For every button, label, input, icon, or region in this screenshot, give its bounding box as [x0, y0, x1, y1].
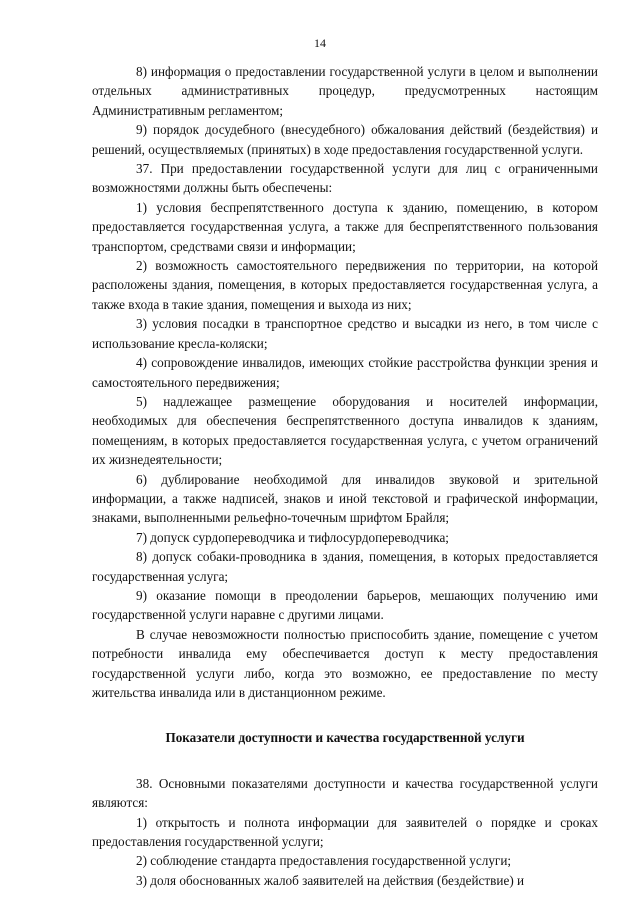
paragraph: 9) оказание помощи в преодолении барьеров, мешающих получению ими государственной услуги наравне с другими лицами. — [92, 587, 598, 623]
document-body — [92, 62, 598, 890]
paragraph: 3) условия посадки в транспортное средство и высадки из него, в том числе с использование кресла-коляски; — [92, 316, 598, 351]
paragraph: 8) информация о предоставлении государственной услуги в целом и выполнении отдельных административных процедур, предусмотренных настоящим Административным регламентом; — [92, 64, 598, 118]
paragraph: 3) доля обоснованных жалоб заявителей на действия (бездействие) и — [136, 872, 525, 888]
paragraph: 9) порядок досудебного (внесудебного) обжалования действий (бездействия) и решений, осуществляемых (принятых) в ходе предоставления государственной услуги. — [92, 122, 598, 157]
paragraph: 1) условия беспрепятственного доступа к зданию, помещению, в котором предоставляется государственная услуга, а также для беспрепятственного пользования транспортом, средствами связи и информации; — [92, 199, 598, 254]
paragraph: 6) дублирование необходимой для инвалидов звуковой и зрительной информации, а также надписей, знаков и иной текстовой и графической информации, знаками, выполненными рельефно-точечным шрифтом Брайля; — [92, 471, 598, 526]
paragraph: 8) допуск собаки-проводника в здания, помещения, в которых предоставляется государственная услуга; — [92, 549, 598, 584]
paragraph: 7) допуск сурдопереводчика и тифлосурдопереводчика; — [136, 529, 449, 545]
paragraph: В случае невозможности полностью приспособить здание, помещение с учетом потребности инвалида ему обеспечивается доступ к месту предоставления государственной услуги либо, когда это возможно, ее предоставление по месту жительства инвалида или в дистанционном режиме. — [92, 626, 598, 700]
page-number: 14 — [314, 36, 326, 50]
section-heading: Показатели доступности и качества государственной услуги — [165, 730, 525, 746]
paragraph: 4) сопровождение инвалидов, имеющих стойкие расстройства функции зрения и самостоятельного передвижения; — [92, 355, 598, 390]
paragraph: 1) открытость и полнота информации для заявителей о порядке и сроках предоставления государственной услуги; — [92, 814, 598, 850]
paragraph: 38. Основными показателями доступности и качества государственной услуги являются: — [92, 775, 598, 811]
paragraph: 5) надлежащее размещение оборудования и носителей информации, необходимых для обеспечения беспрепятственного доступа инвалидов к зданиям, помещениям, в которых предоставляется государственная услуга, с учетом ограничений их жизнедеятельности; — [92, 393, 598, 468]
paragraph: 2) возможность самостоятельного передвижения по территории, на которой расположены здания, помещения, в которых предоставляется государственная услуга, а также входа в такие здания, помещения и выхода из них; — [92, 258, 598, 312]
paragraph: 2) соблюдение стандарта предоставления государственной услуги; — [136, 853, 512, 869]
paragraph: 37. При предоставлении государственной услуги для лиц с ограниченными возможностями должны быть обеспечены: — [92, 161, 598, 196]
